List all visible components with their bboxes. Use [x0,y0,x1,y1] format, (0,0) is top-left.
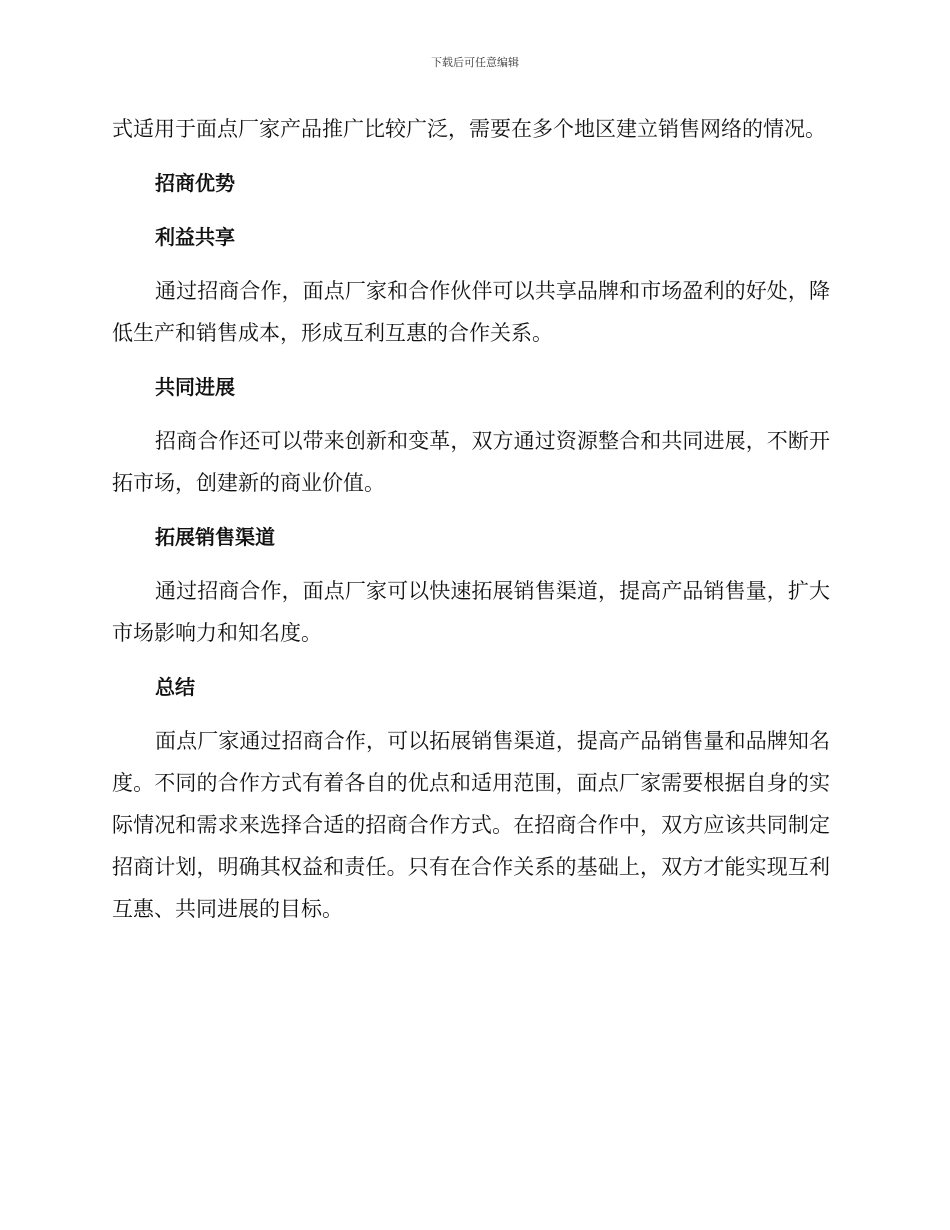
page-header: 下载后可任意编辑 [431,56,519,69]
paragraph-benefit-sharing: 通过招商合作，面点厂家和合作伙伴可以共享品牌和市场盈利的好处，降低生产和销售成本，形成互利互惠的合作关系。 [112,279,830,345]
continuation-paragraph: 式适用于面点厂家产品推广比较广泛，需要在多个地区建立销售网络的情况。 [112,117,826,141]
section-heading-advantages: 招商优势 [155,171,235,195]
subheading-benefit-sharing: 利益共享 [155,225,235,249]
paragraph-summary: 面点厂家通过招商合作，可以拓展销售渠道，提高产品销售量和品牌知名度。不同的合作方式有着各自的优点和适用范围，面点厂家需要根据自身的实际情况和需求来选择合适的招商合作方式。在招商合作中，双方应该共同制定招商计划，明确其权益和责任。只有在合作关系的基础上，双方才能实现互利互惠、共同进展的目标。 [112,729,830,921]
paragraph-expand-channels: 通过招商合作，面点厂家可以快速拓展销售渠道，提高产品销售量，扩大市场影响力和知名度。 [112,579,830,645]
subheading-expand-channels: 拓展销售渠道 [155,525,275,549]
paragraph-joint-progress: 招商合作还可以带来创新和变革，双方通过资源整合和共同进展，不断开拓市场，创建新的商业价值。 [112,429,830,495]
subheading-joint-progress: 共同进展 [155,375,235,399]
document-body [112,108,830,942]
subheading-summary: 总结 [155,675,195,699]
